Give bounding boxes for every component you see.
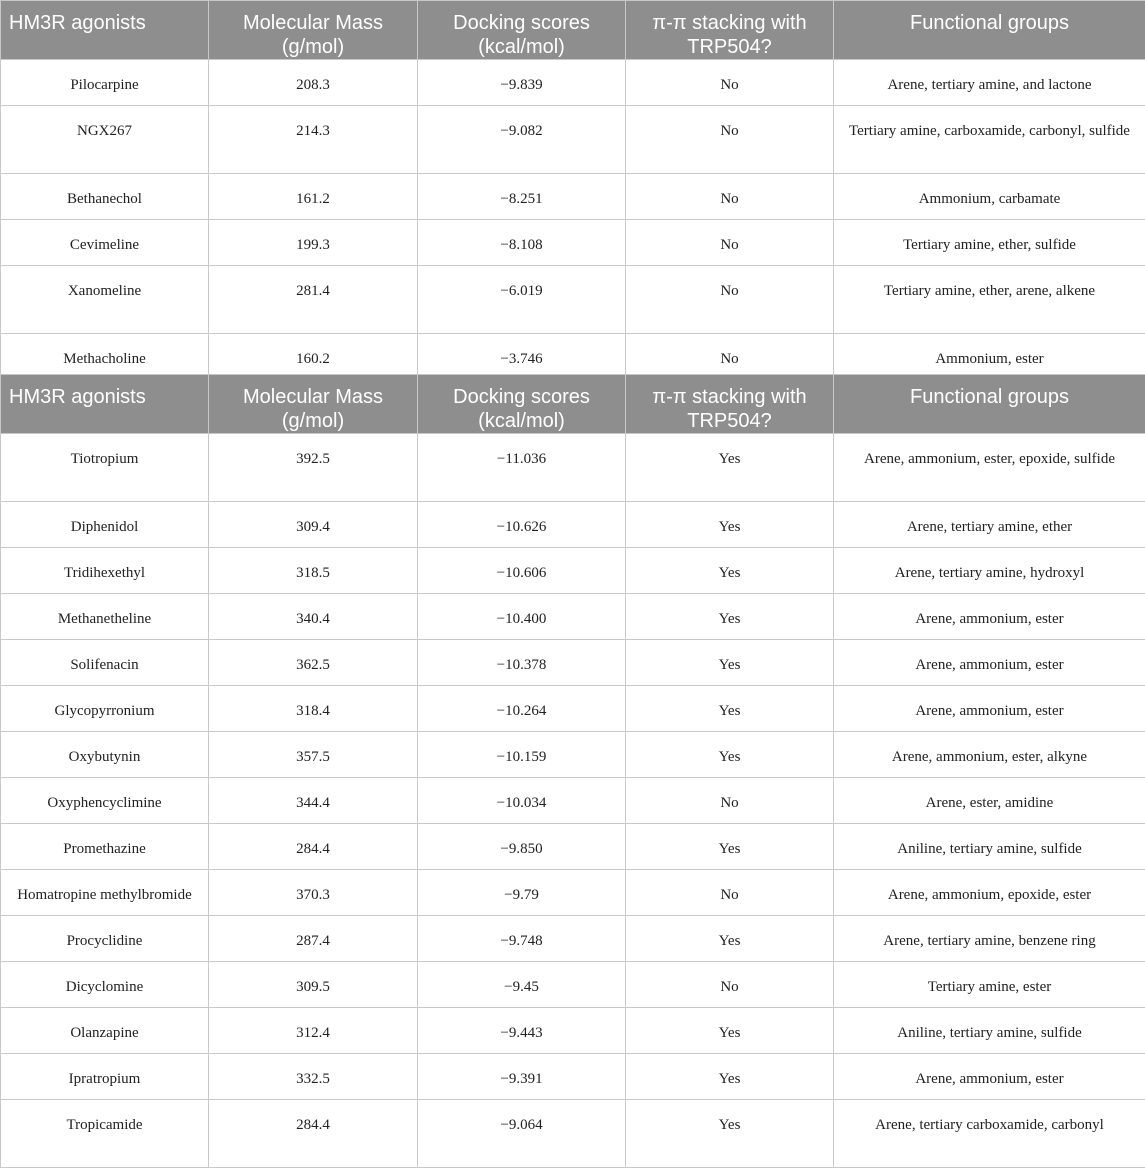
- table-row: [1, 106, 1145, 174]
- cell-molecular-mass: 362.5: [209, 640, 418, 686]
- cell-functional-groups: Ammonium, carbamate: [834, 174, 1145, 220]
- cell-compound: Methacholine: [1, 334, 209, 375]
- cell-compound: Pilocarpine: [1, 60, 209, 106]
- cell-docking-score: −6.019: [418, 266, 626, 334]
- cell-docking-score: −10.378: [418, 640, 626, 686]
- column-header-pi-stacking: π-π stacking with TRP504?: [626, 1, 834, 60]
- cell-functional-groups: Arene, ester, amidine: [834, 778, 1145, 824]
- cell-functional-groups: Tertiary amine, ether, arene, alkene: [834, 266, 1145, 334]
- cell-pi-stacking: Yes: [626, 1100, 834, 1168]
- table-body: [1, 434, 1145, 1168]
- table-row: [1, 1054, 1145, 1100]
- cell-docking-score: −9.391: [418, 1054, 626, 1100]
- table-row: [1, 266, 1145, 334]
- cell-pi-stacking: No: [626, 174, 834, 220]
- table-row: [1, 502, 1145, 548]
- cell-pi-stacking: No: [626, 334, 834, 375]
- cell-docking-score: −10.264: [418, 686, 626, 732]
- cell-molecular-mass: 208.3: [209, 60, 418, 106]
- cell-functional-groups: Arene, ammonium, ester: [834, 1054, 1145, 1100]
- cell-compound: Olanzapine: [1, 1008, 209, 1054]
- cell-docking-score: −10.400: [418, 594, 626, 640]
- table-row: [1, 686, 1145, 732]
- cell-molecular-mass: 318.5: [209, 548, 418, 594]
- cell-molecular-mass: 287.4: [209, 916, 418, 962]
- column-header-functional-groups: Functional groups: [834, 375, 1145, 434]
- cell-compound: Glycopyrronium: [1, 686, 209, 732]
- cell-docking-score: −9.850: [418, 824, 626, 870]
- cell-docking-score: −9.45: [418, 962, 626, 1008]
- cell-pi-stacking: No: [626, 106, 834, 174]
- cell-pi-stacking: No: [626, 266, 834, 334]
- cell-functional-groups: Arene, tertiary amine, ether: [834, 502, 1145, 548]
- cell-molecular-mass: 392.5: [209, 434, 418, 502]
- cell-molecular-mass: 309.5: [209, 962, 418, 1008]
- cell-functional-groups: Tertiary amine, ether, sulfide: [834, 220, 1145, 266]
- cell-molecular-mass: 370.3: [209, 870, 418, 916]
- cell-docking-score: −11.036: [418, 434, 626, 502]
- table-row: [1, 824, 1145, 870]
- table-row: [1, 434, 1145, 502]
- cell-docking-score: −8.108: [418, 220, 626, 266]
- cell-pi-stacking: Yes: [626, 640, 834, 686]
- cell-compound: Methanetheline: [1, 594, 209, 640]
- cell-pi-stacking: Yes: [626, 732, 834, 778]
- table-row: [1, 220, 1145, 266]
- cell-molecular-mass: 284.4: [209, 824, 418, 870]
- cell-pi-stacking: Yes: [626, 502, 834, 548]
- cell-docking-score: −10.626: [418, 502, 626, 548]
- table-row: [1, 870, 1145, 916]
- table-row: [1, 174, 1145, 220]
- table-row: [1, 1008, 1145, 1054]
- cell-functional-groups: Arene, tertiary amine, benzene ring: [834, 916, 1145, 962]
- cell-compound: Bethanechol: [1, 174, 209, 220]
- cell-functional-groups: Arene, ammonium, ester: [834, 594, 1145, 640]
- cell-functional-groups: Tertiary amine, carboxamide, carbonyl, sulfide: [834, 106, 1145, 174]
- cell-compound: Oxyphencyclimine: [1, 778, 209, 824]
- cell-molecular-mass: 332.5: [209, 1054, 418, 1100]
- cell-docking-score: −8.251: [418, 174, 626, 220]
- cell-functional-groups: Arene, tertiary amine, and lactone: [834, 60, 1145, 106]
- cell-compound: NGX267: [1, 106, 209, 174]
- cell-compound: Tridihexethyl: [1, 548, 209, 594]
- column-header-docking-score: Docking scores (kcal/mol): [418, 1, 626, 60]
- cell-functional-groups: Arene, ammonium, ester: [834, 640, 1145, 686]
- cell-compound: Cevimeline: [1, 220, 209, 266]
- cell-pi-stacking: No: [626, 220, 834, 266]
- cell-docking-score: −9.064: [418, 1100, 626, 1168]
- cell-molecular-mass: 318.4: [209, 686, 418, 732]
- cell-docking-score: −9.443: [418, 1008, 626, 1054]
- agonists-table: [0, 0, 1145, 374]
- cell-pi-stacking: Yes: [626, 916, 834, 962]
- cell-functional-groups: Arene, ammonium, ester, alkyne: [834, 732, 1145, 778]
- cell-pi-stacking: Yes: [626, 594, 834, 640]
- cell-pi-stacking: No: [626, 778, 834, 824]
- cell-molecular-mass: 309.4: [209, 502, 418, 548]
- cell-compound: Tiotropium: [1, 434, 209, 502]
- cell-pi-stacking: No: [626, 870, 834, 916]
- cell-docking-score: −9.79: [418, 870, 626, 916]
- column-header-compound: HM3R agonists: [1, 1, 209, 60]
- cell-compound: Xanomeline: [1, 266, 209, 334]
- cell-compound: Procyclidine: [1, 916, 209, 962]
- cell-docking-score: −10.034: [418, 778, 626, 824]
- antagonists-table: [0, 374, 1145, 1168]
- cell-docking-score: −3.746: [418, 334, 626, 375]
- cell-compound: Dicyclomine: [1, 962, 209, 1008]
- cell-pi-stacking: No: [626, 962, 834, 1008]
- cell-compound: Homatropine methylbromide: [1, 870, 209, 916]
- cell-compound: Oxybutynin: [1, 732, 209, 778]
- cell-functional-groups: Arene, ammonium, ester: [834, 686, 1145, 732]
- cell-docking-score: −9.839: [418, 60, 626, 106]
- cell-molecular-mass: 161.2: [209, 174, 418, 220]
- cell-molecular-mass: 160.2: [209, 334, 418, 375]
- cell-pi-stacking: Yes: [626, 824, 834, 870]
- cell-functional-groups: Aniline, tertiary amine, sulfide: [834, 1008, 1145, 1054]
- cell-molecular-mass: 284.4: [209, 1100, 418, 1168]
- cell-molecular-mass: 199.3: [209, 220, 418, 266]
- table-row: [1, 778, 1145, 824]
- header-row: [1, 1, 1145, 60]
- cell-molecular-mass: 344.4: [209, 778, 418, 824]
- column-header-molecular-mass: Molecular Mass (g/mol): [209, 1, 418, 60]
- cell-docking-score: −10.606: [418, 548, 626, 594]
- cell-compound: Promethazine: [1, 824, 209, 870]
- table-body: [1, 60, 1145, 375]
- table-row: [1, 962, 1145, 1008]
- cell-functional-groups: Arene, tertiary carboxamide, carbonyl: [834, 1100, 1145, 1168]
- cell-pi-stacking: No: [626, 60, 834, 106]
- table-row: [1, 640, 1145, 686]
- cell-pi-stacking: Yes: [626, 1054, 834, 1100]
- column-header-functional-groups: Functional groups: [834, 1, 1145, 60]
- column-header-pi-stacking: π-π stacking with TRP504?: [626, 375, 834, 434]
- cell-molecular-mass: 312.4: [209, 1008, 418, 1054]
- cell-molecular-mass: 340.4: [209, 594, 418, 640]
- table-row: [1, 1100, 1145, 1168]
- table-row: [1, 916, 1145, 962]
- cell-pi-stacking: Yes: [626, 686, 834, 732]
- cell-molecular-mass: 357.5: [209, 732, 418, 778]
- cell-functional-groups: Arene, tertiary amine, hydroxyl: [834, 548, 1145, 594]
- table-row: [1, 594, 1145, 640]
- table-row: [1, 732, 1145, 778]
- cell-molecular-mass: 214.3: [209, 106, 418, 174]
- cell-compound: Tropicamide: [1, 1100, 209, 1168]
- cell-pi-stacking: Yes: [626, 1008, 834, 1054]
- table-row: [1, 548, 1145, 594]
- cell-functional-groups: Tertiary amine, ester: [834, 962, 1145, 1008]
- cell-compound: Ipratropium: [1, 1054, 209, 1100]
- cell-pi-stacking: Yes: [626, 434, 834, 502]
- cell-functional-groups: Arene, ammonium, epoxide, ester: [834, 870, 1145, 916]
- column-header-molecular-mass: Molecular Mass (g/mol): [209, 375, 418, 434]
- cell-compound: Diphenidol: [1, 502, 209, 548]
- cell-pi-stacking: Yes: [626, 548, 834, 594]
- cell-functional-groups: Aniline, tertiary amine, sulfide: [834, 824, 1145, 870]
- cell-functional-groups: Ammonium, ester: [834, 334, 1145, 375]
- header-row: [1, 375, 1145, 434]
- cell-docking-score: −9.082: [418, 106, 626, 174]
- cell-molecular-mass: 281.4: [209, 266, 418, 334]
- column-header-docking-score: Docking scores (kcal/mol): [418, 375, 626, 434]
- cell-docking-score: −9.748: [418, 916, 626, 962]
- table-row: [1, 334, 1145, 375]
- cell-docking-score: −10.159: [418, 732, 626, 778]
- column-header-compound: HM3R agonists: [1, 375, 209, 434]
- table-row: [1, 60, 1145, 106]
- cell-functional-groups: Arene, ammonium, ester, epoxide, sulfide: [834, 434, 1145, 502]
- top-table-viewport: [0, 0, 1145, 374]
- cell-compound: Solifenacin: [1, 640, 209, 686]
